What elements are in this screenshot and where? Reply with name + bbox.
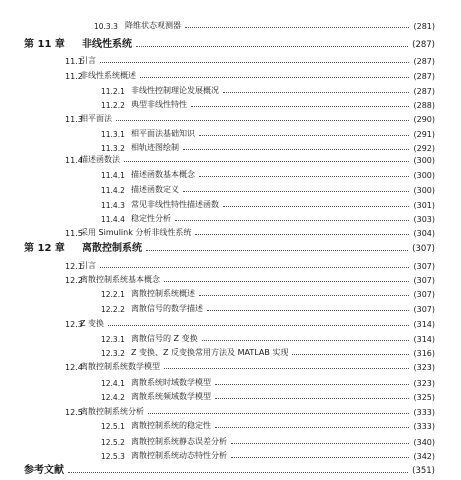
toc-page-number: (314) <box>413 320 435 329</box>
toc-page-number: (307) <box>413 262 435 271</box>
toc-entry-row <box>0 433 461 447</box>
toc-dot-leader <box>191 106 409 107</box>
toc-entry-number: 12.5.2 <box>101 438 125 447</box>
toc-page-number: (323) <box>413 363 435 372</box>
toc-entry-title: 相平面法基础知识 <box>131 129 195 138</box>
toc-entry-number: 11.4.3 <box>101 201 125 210</box>
toc-page-number: (340) <box>413 438 435 447</box>
toc-page-number: (323) <box>413 379 435 388</box>
toc-page-number: (287) <box>413 72 435 81</box>
toc-entry-row <box>0 344 461 358</box>
toc-entry-row <box>0 358 461 372</box>
toc-entry-number: 11.4.1 <box>101 171 125 180</box>
toc-entry-number: 11.2.1 <box>101 87 125 96</box>
toc-dot-leader <box>292 354 409 355</box>
toc-entry-number: 12.2 <box>65 276 83 285</box>
toc-entry-title: Z 变换 <box>80 319 105 328</box>
toc-entry-title: 离散控制系统基本概念 <box>80 275 160 284</box>
toc-page-number: (300) <box>413 186 435 195</box>
toc-entry-title: 离散控制系统的稳定性 <box>131 421 211 430</box>
toc-entry-number: 12.5.3 <box>101 452 125 461</box>
toc-dot-leader <box>136 46 408 47</box>
toc-entry-row <box>0 52 461 66</box>
toc-entry-number: 12.4.1 <box>101 379 125 388</box>
toc-chapter-row <box>0 462 461 476</box>
toc-entry-row <box>0 300 461 314</box>
toc-entry-number: 12.2.2 <box>101 305 125 314</box>
toc-dot-leader <box>183 191 409 192</box>
toc-page-number: (287) <box>413 57 435 66</box>
toc-entry-number: 12.4 <box>65 363 83 372</box>
toc-entry-title: 参考文献 <box>24 465 64 476</box>
toc-entry-row <box>0 403 461 417</box>
toc-entry-number: 12.5.1 <box>101 422 125 431</box>
toc-entry-row <box>0 271 461 285</box>
toc-entry-title: 非线性系统概述 <box>80 71 136 80</box>
toc-entry-title: 稳定性分析 <box>131 214 171 223</box>
toc-dot-leader <box>207 310 409 311</box>
toc-dot-leader <box>231 443 409 444</box>
toc-dot-leader <box>68 472 408 473</box>
toc-entry-row <box>0 67 461 81</box>
toc-entry-title: 描述函数定义 <box>131 185 179 194</box>
toc-entry-title: 降维状态观测器 <box>125 21 181 30</box>
toc-page-number: (288) <box>413 101 435 110</box>
toc-dot-leader <box>100 267 409 268</box>
toc-dot-leader <box>164 281 409 282</box>
toc-entry-row <box>0 17 461 31</box>
toc-page-number: (307) <box>413 290 435 299</box>
toc-page-number: (325) <box>413 393 435 402</box>
toc-dot-leader <box>148 413 409 414</box>
toc-entry-number: 11.2 <box>65 72 83 81</box>
toc-entry-number: 11.4 <box>65 156 83 165</box>
toc-entry-title: 非线性系统 <box>82 39 132 50</box>
toc-entry-number: 第 12 章 <box>24 243 65 254</box>
toc-entry-number: 12.1 <box>65 262 83 271</box>
toc-page-number: (342) <box>413 452 435 461</box>
toc-dot-leader <box>100 62 409 63</box>
toc-page-number: (287) <box>413 87 435 96</box>
toc-entry-title: 典型非线性特性 <box>131 100 187 109</box>
toc-entry-title: 离散控制系统分析 <box>80 407 144 416</box>
toc-page-number: (307) <box>413 276 435 285</box>
toc-entry-number: 11.4.4 <box>101 215 125 224</box>
toc-entry-row <box>0 82 461 96</box>
toc-chapter-row <box>0 36 461 50</box>
toc-page-number: (307) <box>412 244 435 254</box>
toc-dot-leader <box>195 234 409 235</box>
toc-page-number: (300) <box>413 156 435 165</box>
toc-dot-leader <box>199 135 409 136</box>
toc-entry-number: 11.1 <box>65 57 83 66</box>
toc-entry-title: 非线性控制理论发展概况 <box>131 86 219 95</box>
toc-dot-leader <box>202 340 409 341</box>
toc-page-number: (333) <box>413 422 435 431</box>
toc-entry-number: 第 11 章 <box>24 39 65 50</box>
toc-dot-leader <box>124 161 409 162</box>
toc-page-number: (281) <box>413 22 435 31</box>
toc-entry-row <box>0 181 461 195</box>
toc-page-number: (291) <box>413 130 435 139</box>
toc-page-number: (316) <box>413 349 435 358</box>
toc-entry-number: 12.2.1 <box>101 290 125 299</box>
toc-entry-number: 12.3 <box>65 320 83 329</box>
toc-entry-title: 离散控制系统数学模型 <box>80 362 160 371</box>
toc-entry-number: 12.3.2 <box>101 349 125 358</box>
toc-dot-leader <box>223 206 409 207</box>
toc-dot-leader <box>175 220 409 221</box>
toc-entry-title: 离散控制系统概述 <box>131 289 195 298</box>
toc-page-number: (333) <box>413 408 435 417</box>
toc-entry-row <box>0 125 461 139</box>
toc-entry-title: 离散系统时域数学模型 <box>131 378 211 387</box>
toc-page-number: (303) <box>413 215 435 224</box>
toc-entry-title: 离散控制系统静态误差分析 <box>131 437 227 446</box>
toc-page-number: (292) <box>413 144 435 153</box>
toc-entry-title: 离散信号的数学描述 <box>131 304 203 313</box>
toc-entry-number: 11.5 <box>65 229 83 238</box>
toc-dot-leader <box>185 27 409 28</box>
toc-dot-leader <box>199 295 409 296</box>
toc-entry-title: 离散信号的 Z 变换 <box>131 334 198 343</box>
toc-dot-leader <box>183 149 409 150</box>
toc-entry-row <box>0 96 461 110</box>
toc-page-number: (307) <box>413 305 435 314</box>
toc-entry-number: 11.3.1 <box>101 130 125 139</box>
toc-entry-number: 11.4.2 <box>101 186 125 195</box>
toc-entry-number: 12.3.1 <box>101 335 125 344</box>
toc-dot-leader <box>231 457 409 458</box>
toc-entry-number: 11.3 <box>65 115 83 124</box>
toc-entry-number: 12.4.2 <box>101 393 125 402</box>
toc-entry-row <box>0 151 461 165</box>
toc-entry-title: 常见非线性特性描述函数 <box>131 200 219 209</box>
toc-dot-leader <box>223 92 409 93</box>
toc-page-number: (301) <box>413 201 435 210</box>
toc-entry-title: 离散控制系统 <box>82 243 142 254</box>
toc-dot-leader <box>140 77 409 78</box>
toc-page-number: (290) <box>413 115 435 124</box>
toc-entry-row <box>0 315 461 329</box>
toc-entry-title: 引言 <box>80 261 96 270</box>
toc-dot-leader <box>215 398 409 399</box>
toc-entry-row <box>0 330 461 344</box>
toc-dot-leader <box>116 120 409 121</box>
toc-entry-title: 相平面法 <box>80 114 112 123</box>
toc-entry-number: 11.3.2 <box>101 144 125 153</box>
toc-entry-row <box>0 257 461 271</box>
toc-entry-row <box>0 447 461 461</box>
toc-entry-row <box>0 196 461 210</box>
toc-entry-title: 描述函数法 <box>80 155 120 164</box>
toc-dot-leader <box>146 250 408 251</box>
toc-entry-title: 离散系统频域数学模型 <box>131 392 211 401</box>
toc-dot-leader <box>108 325 409 326</box>
toc-entry-title: 描述函数基本概念 <box>131 170 195 179</box>
toc-page-number: (304) <box>413 229 435 238</box>
toc-entry-number: 10.3.3 <box>94 22 118 31</box>
toc-entry-row <box>0 285 461 299</box>
toc-dot-leader <box>199 176 409 177</box>
toc-dot-leader <box>215 427 409 428</box>
toc-entry-title: 引言 <box>80 56 96 65</box>
toc-entry-row <box>0 374 461 388</box>
toc-dot-leader <box>164 368 409 369</box>
toc-page-number: (287) <box>412 40 435 50</box>
toc-entry-row <box>0 224 461 238</box>
toc-page-number: (314) <box>413 335 435 344</box>
toc-entry-row <box>0 166 461 180</box>
toc-entry-row <box>0 110 461 124</box>
toc-page-number: (351) <box>412 466 435 476</box>
toc-entry-title: 相轨迹图绘制 <box>131 143 179 152</box>
toc-entry-number: 11.2.2 <box>101 101 125 110</box>
toc-dot-leader <box>215 384 409 385</box>
toc-page-number: (300) <box>413 171 435 180</box>
toc-entry-title: Z 变换、Z 反变换常用方法及 MATLAB 实现 <box>131 348 289 357</box>
toc-entry-title: 采用 Simulink 分析非线性系统 <box>80 228 192 237</box>
toc-chapter-row <box>0 240 461 254</box>
toc-entry-number: 12.5 <box>65 408 83 417</box>
toc-entry-row <box>0 388 461 402</box>
toc-entry-row <box>0 210 461 224</box>
toc-entry-title: 离散控制系统动态特性分析 <box>131 451 227 460</box>
toc-entry-row <box>0 417 461 431</box>
